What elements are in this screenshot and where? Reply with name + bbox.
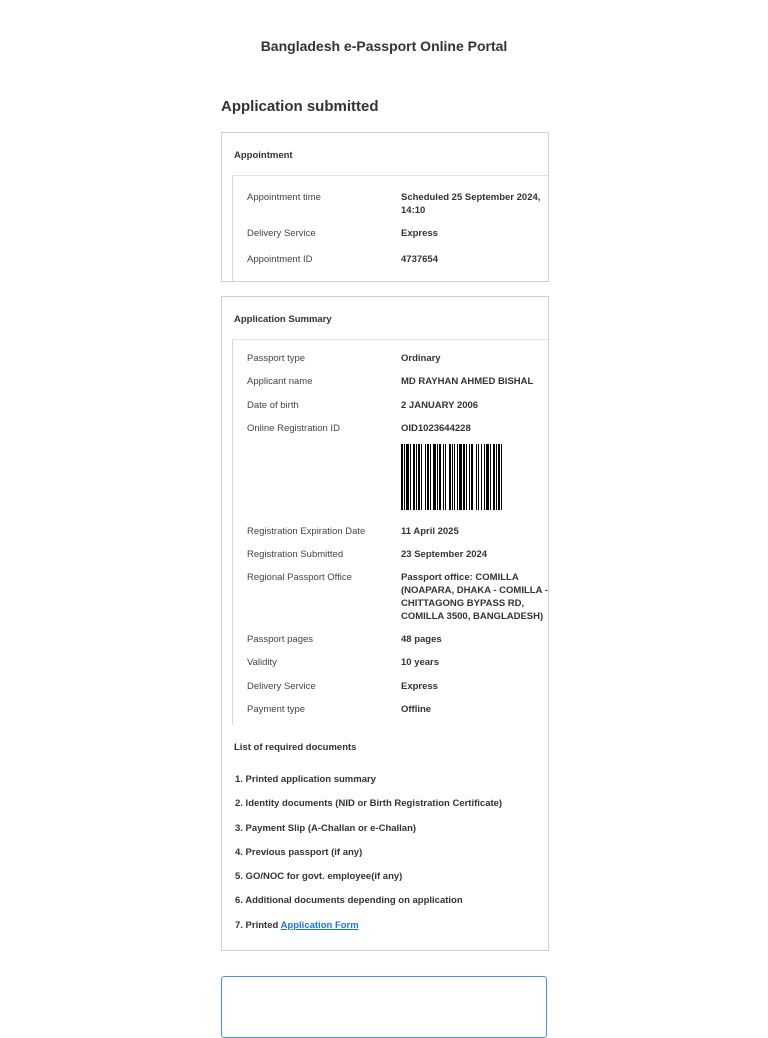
registration-barcode — [401, 444, 571, 510]
barcode-bar — [459, 444, 462, 510]
barcode-bar — [476, 444, 477, 510]
appointment-id-label: Appointment ID — [247, 254, 313, 265]
barcode-bar — [481, 444, 482, 510]
barcode-bar — [443, 444, 444, 510]
barcode-bar — [471, 444, 473, 510]
passport-pages-value: 48 pages — [401, 634, 442, 645]
appointment-time-value: Scheduled 25 September 2024, 14:10 — [401, 192, 541, 216]
barcode-bar — [486, 444, 489, 510]
date-of-birth-label: Date of birth — [247, 400, 299, 411]
barcode-bar — [401, 444, 403, 510]
required-documents-title: List of required documents — [234, 742, 357, 753]
document-item-application-form — [235, 920, 359, 931]
bottom-action-panel[interactable] — [221, 976, 547, 1038]
barcode-bar — [427, 444, 429, 510]
registration-id-value: OID1023644228 — [401, 423, 471, 434]
document-item-prefix: 7. Printed — [235, 920, 281, 931]
document-item: 4. Previous passport (if any) — [235, 847, 363, 858]
barcode-bar — [433, 444, 436, 510]
barcode-bar — [454, 444, 455, 510]
page-title: Application submitted — [221, 98, 379, 115]
barcode-bar — [498, 444, 500, 510]
barcode-bar — [418, 444, 420, 510]
registration-submitted-label: Registration Submitted — [247, 549, 344, 560]
barcode-bar — [478, 444, 479, 510]
barcode-bar — [416, 444, 417, 510]
application-form-link[interactable]: Application Form — [280, 920, 359, 931]
barcode-bar — [445, 444, 446, 510]
registration-id-label: Online Registration ID — [247, 423, 340, 434]
barcode-bar — [425, 444, 426, 510]
date-of-birth-value: 2 JANUARY 2006 — [401, 400, 479, 411]
payment-type-value: Offline — [401, 704, 432, 715]
passport-office-value: Passport office: COMILLA (NOAPARA, DHAKA - COMILLA - CHITTAGONG BYPASS RD, COMILLA 3500, BANGLADESH) — [401, 572, 548, 622]
validity-label: Validity — [247, 657, 277, 668]
payment-type-label: Payment type — [247, 704, 306, 715]
passport-office-label: Regional Passport Office — [247, 572, 352, 583]
applicant-name-value: MD RAYHAN AHMED BISHAL — [401, 376, 534, 387]
barcode-bar — [410, 444, 411, 510]
barcode-bar — [484, 444, 485, 510]
registration-expiration-value: 11 April 2025 — [401, 526, 459, 537]
summary-details — [232, 339, 548, 725]
document-item: 1. Printed application summary — [235, 774, 376, 785]
application-summary-card — [221, 296, 549, 951]
barcode-bar — [421, 444, 422, 510]
appointment-time-label: Appointment time — [247, 192, 321, 203]
barcode-bar — [501, 444, 502, 510]
barcode-bar — [457, 444, 458, 510]
passport-type-value: Ordinary — [401, 353, 441, 364]
delivery-service-value: Express — [401, 228, 438, 239]
delivery-service-label: Delivery Service — [247, 228, 316, 239]
barcode-bar — [496, 444, 497, 510]
delivery-service-value: Express — [401, 681, 438, 692]
barcode-bar — [413, 444, 415, 510]
barcode-bar — [463, 444, 465, 510]
appointment-id-value: 4737654 — [401, 254, 438, 265]
document-item: 3. Payment Slip (A-Challan or e-Challan) — [235, 823, 417, 834]
barcode-bar — [493, 444, 495, 510]
summary-card-title: Application Summary — [234, 314, 332, 325]
barcode-bar — [490, 444, 491, 510]
validity-value: 10 years — [401, 657, 440, 668]
document-item: 5. GO/NOC for govt. employee(if any) — [235, 871, 403, 882]
barcode-bar — [437, 444, 438, 510]
barcode-bar — [404, 444, 405, 510]
barcode-bar — [430, 444, 431, 510]
barcode-bar — [466, 444, 467, 510]
registration-submitted-value: 23 September 2024 — [401, 549, 488, 560]
barcode-bar — [449, 444, 451, 510]
portal-title: Bangladesh e-Passport Online Portal — [260, 38, 508, 54]
appointment-details — [232, 175, 548, 281]
appointment-card-title: Appointment — [234, 150, 293, 161]
barcode-bar — [452, 444, 453, 510]
document-item: 2. Identity documents (NID or Birth Registration Certificate) — [235, 798, 503, 809]
applicant-name-label: Applicant name — [247, 376, 313, 387]
appointment-card — [221, 132, 549, 282]
registration-expiration-label: Registration Expiration Date — [247, 526, 366, 537]
passport-type-label: Passport type — [247, 353, 306, 364]
barcode-bar — [469, 444, 470, 510]
barcode-bar — [406, 444, 409, 510]
document-item: 6. Additional documents depending on application — [235, 895, 463, 906]
delivery-service-label: Delivery Service — [247, 681, 316, 692]
barcode-bar — [439, 444, 441, 510]
passport-pages-label: Passport pages — [247, 634, 314, 645]
